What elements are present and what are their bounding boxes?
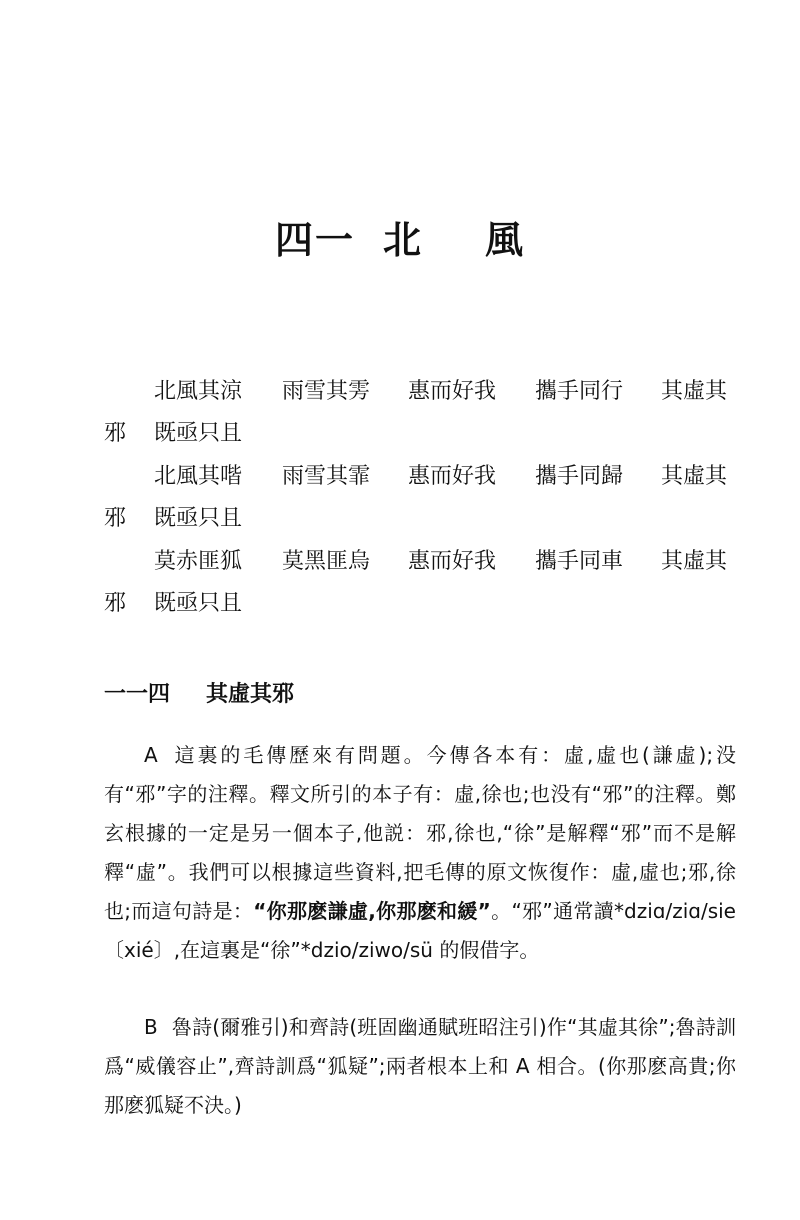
section-heading xyxy=(104,678,294,712)
poem-phrase: 邪 xyxy=(104,421,127,446)
poem-phrase: 攜手同車 xyxy=(535,549,624,574)
chapter-title-word-1: 北 xyxy=(382,218,423,262)
paragraph-b xyxy=(104,1008,736,1125)
poem-phrase: 北風其涼 xyxy=(154,379,243,404)
paragraph-mark: B xyxy=(144,1015,158,1039)
poem-phrase: 莫赤匪狐 xyxy=(154,549,243,574)
poem-phrase: 攜手同行 xyxy=(535,379,624,404)
poem-phrase: 攜手同歸 xyxy=(535,464,624,489)
poem-phrase: 邪 xyxy=(104,591,127,616)
poem-phrase: 惠而好我 xyxy=(408,379,497,404)
poem-phrase: 既亟只且 xyxy=(154,506,243,531)
section-label: 其虛其邪 xyxy=(206,682,295,707)
poem-phrase: 雨雪其霏 xyxy=(282,464,371,489)
poem-phrase: 邪 xyxy=(104,506,127,531)
paragraph-text: 魯詩(爾雅引)和齊詩(班固幽通賦班昭注引)作“其虛其徐”;魯詩訓爲“威儀容止”,齊詩訓爲“狐疑”;兩者根本上和 A 相合。(你那麽高貴;你那麽狐疑不決。) xyxy=(104,1015,736,1117)
poem-phrase: 其虛其 xyxy=(661,464,728,489)
poem-phrase: 其虛其 xyxy=(661,379,728,404)
paragraph-text: 這裏的毛傳歷來有問題。今傳各本有：虛,虛也(謙虛);没有“邪”字的注釋。釋文所引的本子有：虛,徐也;也没有“邪”的注釋。鄭玄根據的一定是另一個本子,他説：邪,徐也,“徐”是解釋“邪”而不是解釋“虛”。我們可以根據這些資料,把毛傳的原文恢復作：虛,虛也;邪,徐也;而這句詩是： xyxy=(104,743,736,923)
poem-phrase: 雨雪其雱 xyxy=(282,379,371,404)
chapter-title xyxy=(0,212,800,268)
emphasized-translation: “你那麽謙虛,你那麽和緩” xyxy=(253,899,491,923)
poem-phrase: 惠而好我 xyxy=(408,464,497,489)
paragraph-text: 。“邪”通常讀*dziɑ/ziɑ/sie〔xié〕,在這裏是“徐”*dzio/ziwo/sü 的假借字。 xyxy=(104,899,736,962)
poem-phrase: 既亟只且 xyxy=(154,591,243,616)
paragraph-a xyxy=(104,736,736,970)
poem-phrase: 北風其喈 xyxy=(154,464,243,489)
poem-phrase: 惠而好我 xyxy=(408,549,497,574)
poem-phrase: 既亟只且 xyxy=(154,421,243,446)
section-number: 一一四 xyxy=(104,682,171,707)
poem-phrase: 其虛其 xyxy=(661,549,728,574)
poem-phrase: 莫黑匪烏 xyxy=(282,549,371,574)
paragraph-mark: A xyxy=(144,743,158,767)
chapter-number: 四一 xyxy=(274,218,355,262)
chapter-title-word-2: 風 xyxy=(485,218,526,262)
